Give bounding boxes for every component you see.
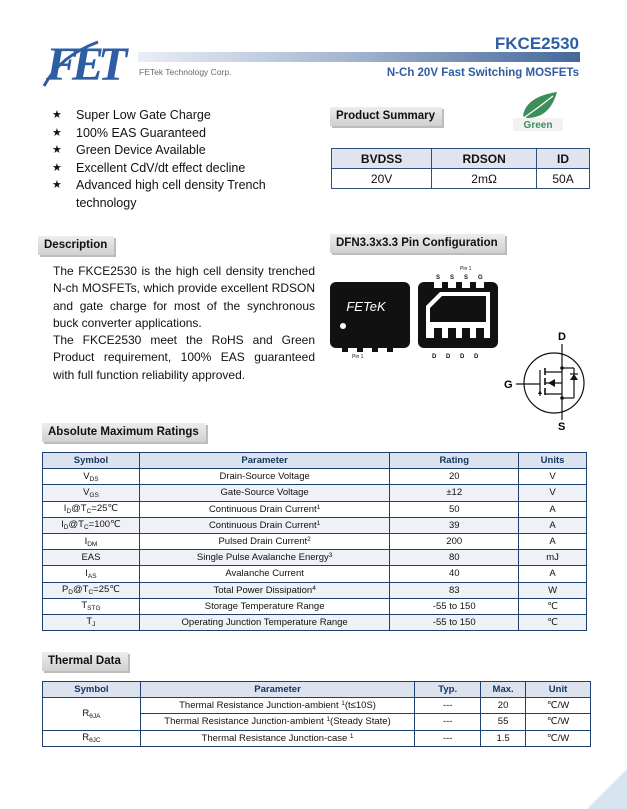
star-icon: ★ <box>52 126 62 139</box>
summary-value: 2mΩ <box>432 169 537 189</box>
symbol-cell: $T_{STG}$ <box>43 598 140 614</box>
feature-item: ★ Green Device Available <box>52 142 312 160</box>
unit-cell: V <box>519 485 587 501</box>
package-drawing <box>326 262 506 362</box>
rating-cell: -55 to 150 <box>390 598 519 614</box>
unit-cell: ℃/W <box>526 714 591 730</box>
unit-cell: ℃ <box>519 598 587 614</box>
table-row <box>43 614 587 630</box>
table-row <box>43 533 587 549</box>
typ-cell: --- <box>415 730 481 746</box>
table-header: Rating <box>390 453 519 469</box>
unit-cell: ℃/W <box>526 698 591 714</box>
rating-cell: 50 <box>390 501 519 517</box>
unit-cell: A <box>519 566 587 582</box>
symbol-cell: $V_{DS}$ <box>43 469 140 485</box>
param-cell: Single Pulse Avalanche Energy$^3$ <box>139 550 389 566</box>
param-cell: Avalanche Current <box>139 566 389 582</box>
feature-list <box>52 107 312 212</box>
table-header: Typ. <box>415 682 481 698</box>
pin-g: G <box>478 275 483 281</box>
param-cell: Gate-Source Voltage <box>139 485 389 501</box>
rating-cell: 39 <box>390 517 519 533</box>
star-icon: ★ <box>52 144 62 156</box>
param-cell: Continuous Drain Current$^1$ <box>139 501 389 517</box>
symbol-cell: $I_{DM}$ <box>43 533 140 549</box>
product-summary-title: Product Summary <box>330 107 442 126</box>
symbol-cell: EAS <box>43 550 140 566</box>
thermal-title: Thermal Data <box>42 652 128 671</box>
param-cell: Storage Temperature Range <box>139 598 389 614</box>
unit-cell: A <box>519 533 587 549</box>
table-row <box>43 582 587 598</box>
abs-max-title: Absolute Maximum Ratings <box>42 423 206 442</box>
param-cell: Thermal Resistance Junction-case $^1$ <box>140 730 414 746</box>
star-icon: ★ <box>52 179 62 191</box>
param-cell: Total Power Dissipation$^4$ <box>139 582 389 598</box>
table-row <box>43 501 587 517</box>
corner-decoration <box>587 769 627 809</box>
unit-cell: W <box>519 582 587 598</box>
unit-cell: V <box>519 469 587 485</box>
table-row <box>43 598 587 614</box>
pin-d: D <box>474 354 479 360</box>
drain-label: D <box>558 331 566 343</box>
max-cell: 20 <box>481 698 526 714</box>
rating-cell: 40 <box>390 566 519 582</box>
param-cell: Operating Junction Temperature Range <box>139 614 389 630</box>
pin1-label-left: Pin 1 <box>352 354 364 360</box>
pin-s: S <box>450 275 455 281</box>
unit-cell: ℃ <box>519 614 587 630</box>
symbol-cell: $P_D@T_C=25℃$ <box>43 582 140 598</box>
part-subtitle: N-Ch 20V Fast Switching MOSFETs <box>386 67 579 79</box>
pin-d: D <box>460 354 465 360</box>
summary-header: BVDSS <box>332 149 432 169</box>
feature-item: ★ Excellent CdV/dt effect decline <box>52 160 312 178</box>
table-header: Symbol <box>43 682 141 698</box>
table-header: Unit <box>526 682 591 698</box>
table-row <box>43 485 587 501</box>
part-number: FKCE2530 <box>494 34 579 53</box>
table-header: Parameter <box>139 453 389 469</box>
thermal-table <box>42 681 591 747</box>
symbol-cell: $V_{GS}$ <box>43 485 140 501</box>
pin-s: S <box>436 275 441 281</box>
pin-d: D <box>432 354 437 360</box>
max-cell: 55 <box>481 714 526 730</box>
symbol-cell: $R_{\theta JA}$ <box>43 698 141 730</box>
unit-cell: mJ <box>519 550 587 566</box>
company-name: FETek Technology Corp. <box>139 67 232 77</box>
symbol-cell: $I_D@T_C=25℃$ <box>43 501 140 517</box>
param-cell: Thermal Resistance Junction-ambient $^1$(Steady State) <box>140 714 414 730</box>
table-header: Max. <box>481 682 526 698</box>
star-icon: ★ <box>52 109 62 121</box>
feature-item: ★ 100% EAS Guaranteed <box>52 125 312 143</box>
pin-s: S <box>464 275 469 281</box>
table-row <box>43 698 591 714</box>
summary-value: 50A <box>537 169 590 189</box>
symbol-cell: $R_{\theta JC}$ <box>43 730 141 746</box>
table-header: Parameter <box>140 682 414 698</box>
rating-cell: 200 <box>390 533 519 549</box>
description-para: The FKCE2530 is the high cell density trenched N-ch MOSFETs, which provide excellent RDSON and gate charge for most of the synchronous buck converter applications. <box>53 264 315 330</box>
abs-max-table <box>42 452 587 631</box>
table-row <box>43 730 591 746</box>
summary-value: 20V <box>332 169 432 189</box>
unit-cell: ℃/W <box>526 730 591 746</box>
param-cell: Continuous Drain Current$^1$ <box>139 517 389 533</box>
param-cell: Thermal Resistance Junction-ambient $^1$(t≤10S) <box>140 698 414 714</box>
feature-item: ★ Advanced high cell density Trench technology <box>52 178 266 210</box>
table-row <box>43 469 587 485</box>
rating-cell: 20 <box>390 469 519 485</box>
table-row <box>43 566 587 582</box>
symbol-cell: $I_{AS}$ <box>43 566 140 582</box>
param-cell: Pulsed Drain Current$^2$ <box>139 533 389 549</box>
typ-cell: --- <box>415 714 481 730</box>
table-header: Units <box>519 453 587 469</box>
symbol-cell: $I_D@T_C=100℃$ <box>43 517 140 533</box>
fetek-logo <box>40 36 140 90</box>
typ-cell: --- <box>415 698 481 714</box>
product-summary-table <box>331 148 590 189</box>
chip-marking: FETeK <box>346 299 386 314</box>
param-cell: Drain-Source Voltage <box>139 469 389 485</box>
max-cell: 1.5 <box>481 730 526 746</box>
gate-label: G <box>504 379 513 391</box>
description-title: Description <box>38 236 114 255</box>
description-text <box>53 263 315 384</box>
pin-d: D <box>446 354 451 360</box>
star-icon: ★ <box>52 161 62 174</box>
unit-cell: A <box>519 517 587 533</box>
feature-item: ★ Super Low Gate Charge <box>52 107 312 125</box>
table-row <box>43 550 587 566</box>
summary-header: RDSON <box>432 149 537 169</box>
source-label: S <box>558 421 566 432</box>
rating-cell: ±12 <box>390 485 519 501</box>
table-row <box>43 517 587 533</box>
rating-cell: 83 <box>390 582 519 598</box>
unit-cell: A <box>519 501 587 517</box>
green-label: Green <box>523 120 553 131</box>
table-header: Symbol <box>43 453 140 469</box>
symbol-cell: $T_J$ <box>43 614 140 630</box>
logo-text: FET <box>46 38 122 90</box>
chip-top-view <box>330 282 410 348</box>
mosfet-symbol <box>500 328 590 432</box>
description-para: The FKCE2530 meet the RoHS and Green Product requirement, 100% EAS guaranteed with full function reliability approved. <box>53 333 315 382</box>
green-leaf-icon <box>513 90 563 132</box>
summary-header: ID <box>537 149 590 169</box>
rating-cell: 80 <box>390 550 519 566</box>
pin1-label-right: Pin 1 <box>460 266 472 272</box>
rating-cell: -55 to 150 <box>390 614 519 630</box>
pin-config-title: DFN3.3x3.3 Pin Configuration <box>330 234 505 253</box>
